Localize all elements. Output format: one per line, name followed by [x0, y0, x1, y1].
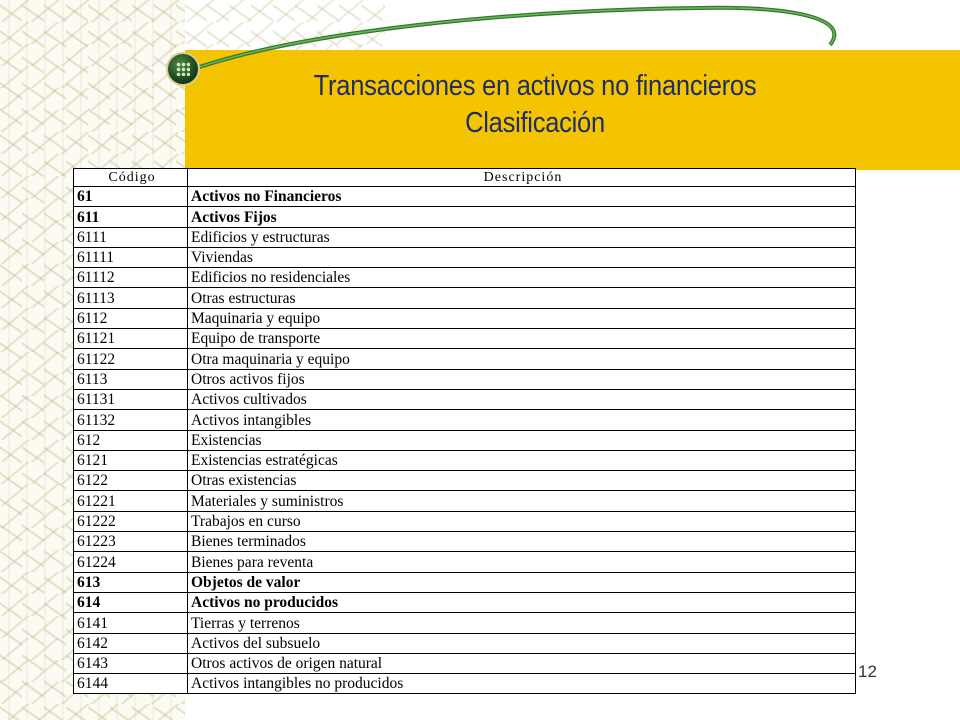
- table-row: [74, 288, 856, 308]
- header-description: Descripción: [188, 169, 856, 187]
- table-row: [74, 187, 856, 207]
- row-code: 61111: [74, 247, 188, 267]
- table-row: [74, 511, 856, 531]
- row-description: Materiales y suministros: [188, 491, 856, 511]
- table-row: [74, 491, 856, 511]
- row-code: 61: [74, 187, 188, 207]
- table-body: [74, 187, 856, 694]
- row-description: Bienes para reventa: [188, 552, 856, 572]
- row-description: Activos Fijos: [188, 207, 856, 227]
- slide-title: [231, 68, 838, 142]
- row-description: Otra maquinaria y equipo: [188, 349, 856, 369]
- table-row: [74, 389, 856, 409]
- row-description: Activos intangibles no producidos: [188, 674, 856, 694]
- header-code: Código: [74, 169, 188, 187]
- row-code: 6143: [74, 653, 188, 673]
- row-description: Activos intangibles: [188, 410, 856, 430]
- row-description: Activos no Financieros: [188, 187, 856, 207]
- row-code: 61223: [74, 532, 188, 552]
- table-row: [74, 653, 856, 673]
- row-description: Activos del subsuelo: [188, 633, 856, 653]
- table-row: [74, 613, 856, 633]
- table-row: [74, 552, 856, 572]
- table-row: [74, 369, 856, 389]
- row-code: 61224: [74, 552, 188, 572]
- table-row: [74, 572, 856, 592]
- table-row: [74, 329, 856, 349]
- row-description: Trabajos en curso: [188, 511, 856, 531]
- row-description: Existencias: [188, 430, 856, 450]
- row-code: 61132: [74, 410, 188, 430]
- bullet-icon: [166, 52, 200, 86]
- table-row: [74, 247, 856, 267]
- title-line-2: Clasificación: [465, 107, 605, 139]
- row-code: 61112: [74, 268, 188, 288]
- row-code: 6113: [74, 369, 188, 389]
- row-code: 61221: [74, 491, 188, 511]
- table-row: [74, 592, 856, 612]
- row-code: 61113: [74, 288, 188, 308]
- table-row: [74, 633, 856, 653]
- row-description: Activos cultivados: [188, 389, 856, 409]
- row-code: 6121: [74, 450, 188, 470]
- row-code: 61121: [74, 329, 188, 349]
- table-row: [74, 207, 856, 227]
- row-description: Viviendas: [188, 247, 856, 267]
- row-description: Otras estructuras: [188, 288, 856, 308]
- row-description: Objetos de valor: [188, 572, 856, 592]
- row-description: Edificios y estructuras: [188, 227, 856, 247]
- row-code: 6144: [74, 674, 188, 694]
- row-code: 61222: [74, 511, 188, 531]
- row-description: Equipo de transporte: [188, 329, 856, 349]
- row-description: Tierras y terrenos: [188, 613, 856, 633]
- row-description: Otros activos fijos: [188, 369, 856, 389]
- table-row: [74, 227, 856, 247]
- row-code: 612: [74, 430, 188, 450]
- row-code: 6112: [74, 308, 188, 328]
- row-description: Otros activos de origen natural: [188, 653, 856, 673]
- row-description: Activos no producidos: [188, 592, 856, 612]
- row-code: 613: [74, 572, 188, 592]
- row-code: 614: [74, 592, 188, 612]
- table-row: [74, 471, 856, 491]
- table-row: [74, 430, 856, 450]
- row-code: 6142: [74, 633, 188, 653]
- table-row: [74, 410, 856, 430]
- table-row: [74, 349, 856, 369]
- row-description: Bienes terminados: [188, 532, 856, 552]
- classification-table: [73, 168, 856, 694]
- table-row: [74, 308, 856, 328]
- row-code: 61131: [74, 389, 188, 409]
- page-number: 12: [858, 662, 877, 681]
- background-pattern-top: [185, 0, 385, 50]
- table-row: [74, 268, 856, 288]
- row-code: 6111: [74, 227, 188, 247]
- row-description: Maquinaria y equipo: [188, 308, 856, 328]
- row-code: 611: [74, 207, 188, 227]
- table-row: [74, 450, 856, 470]
- row-code: 61122: [74, 349, 188, 369]
- title-line-1: Transacciones en activos no financieros: [313, 70, 757, 102]
- row-description: Existencias estratégicas: [188, 450, 856, 470]
- table-row: [74, 674, 856, 694]
- row-description: Edificios no residenciales: [188, 268, 856, 288]
- row-description: Otras existencias: [188, 471, 856, 491]
- table-row: [74, 532, 856, 552]
- row-code: 6141: [74, 613, 188, 633]
- table-header-row: [74, 169, 856, 187]
- row-code: 6122: [74, 471, 188, 491]
